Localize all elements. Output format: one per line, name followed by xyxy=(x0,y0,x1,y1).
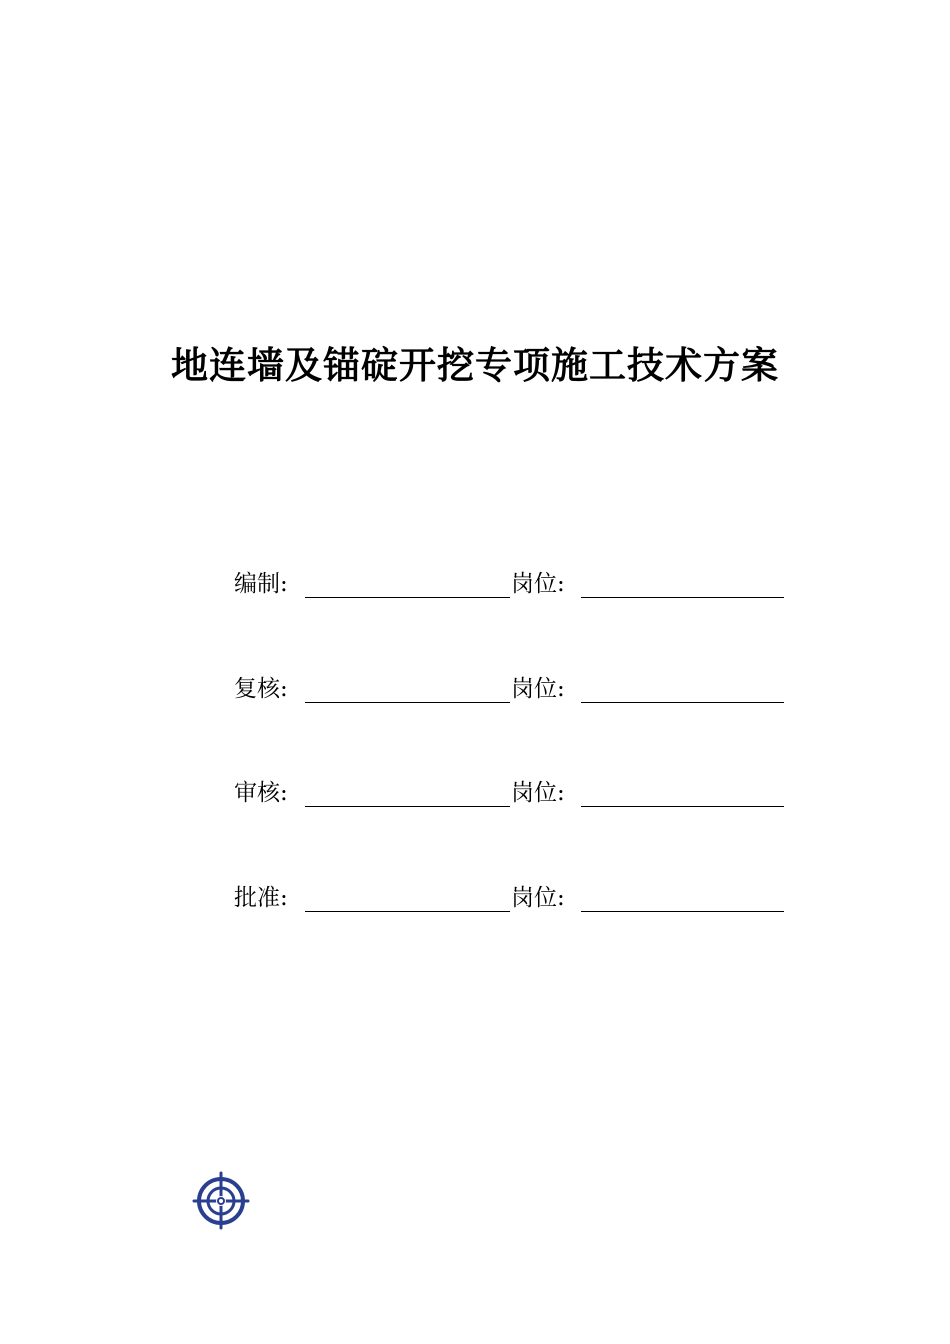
review-position-label: 岗位: xyxy=(511,676,565,702)
approve-position-blank[interactable] xyxy=(581,911,784,912)
audit-label: 审核: xyxy=(234,780,288,806)
signature-row-approve xyxy=(234,882,794,914)
document-title: 地连墙及锚碇开挖专项施工技术方案 xyxy=(171,344,779,387)
audit-position-label: 岗位: xyxy=(511,780,565,806)
compile-label: 编制: xyxy=(234,571,288,597)
audit-name-blank[interactable] xyxy=(305,806,510,807)
approve-label: 批准: xyxy=(234,885,288,911)
company-logo-icon xyxy=(192,1170,250,1230)
signature-row-audit xyxy=(234,777,794,809)
approve-position-label: 岗位: xyxy=(511,885,565,911)
approve-name-blank[interactable] xyxy=(305,911,510,912)
review-label: 复核: xyxy=(234,676,288,702)
audit-position-blank[interactable] xyxy=(581,806,784,807)
review-position-blank[interactable] xyxy=(581,702,784,703)
signature-row-review xyxy=(234,673,794,705)
compile-position-label: 岗位: xyxy=(511,571,565,597)
compile-name-blank[interactable] xyxy=(305,597,510,598)
signature-row-compile xyxy=(234,568,794,600)
review-name-blank[interactable] xyxy=(305,702,510,703)
compile-position-blank[interactable] xyxy=(581,597,784,598)
